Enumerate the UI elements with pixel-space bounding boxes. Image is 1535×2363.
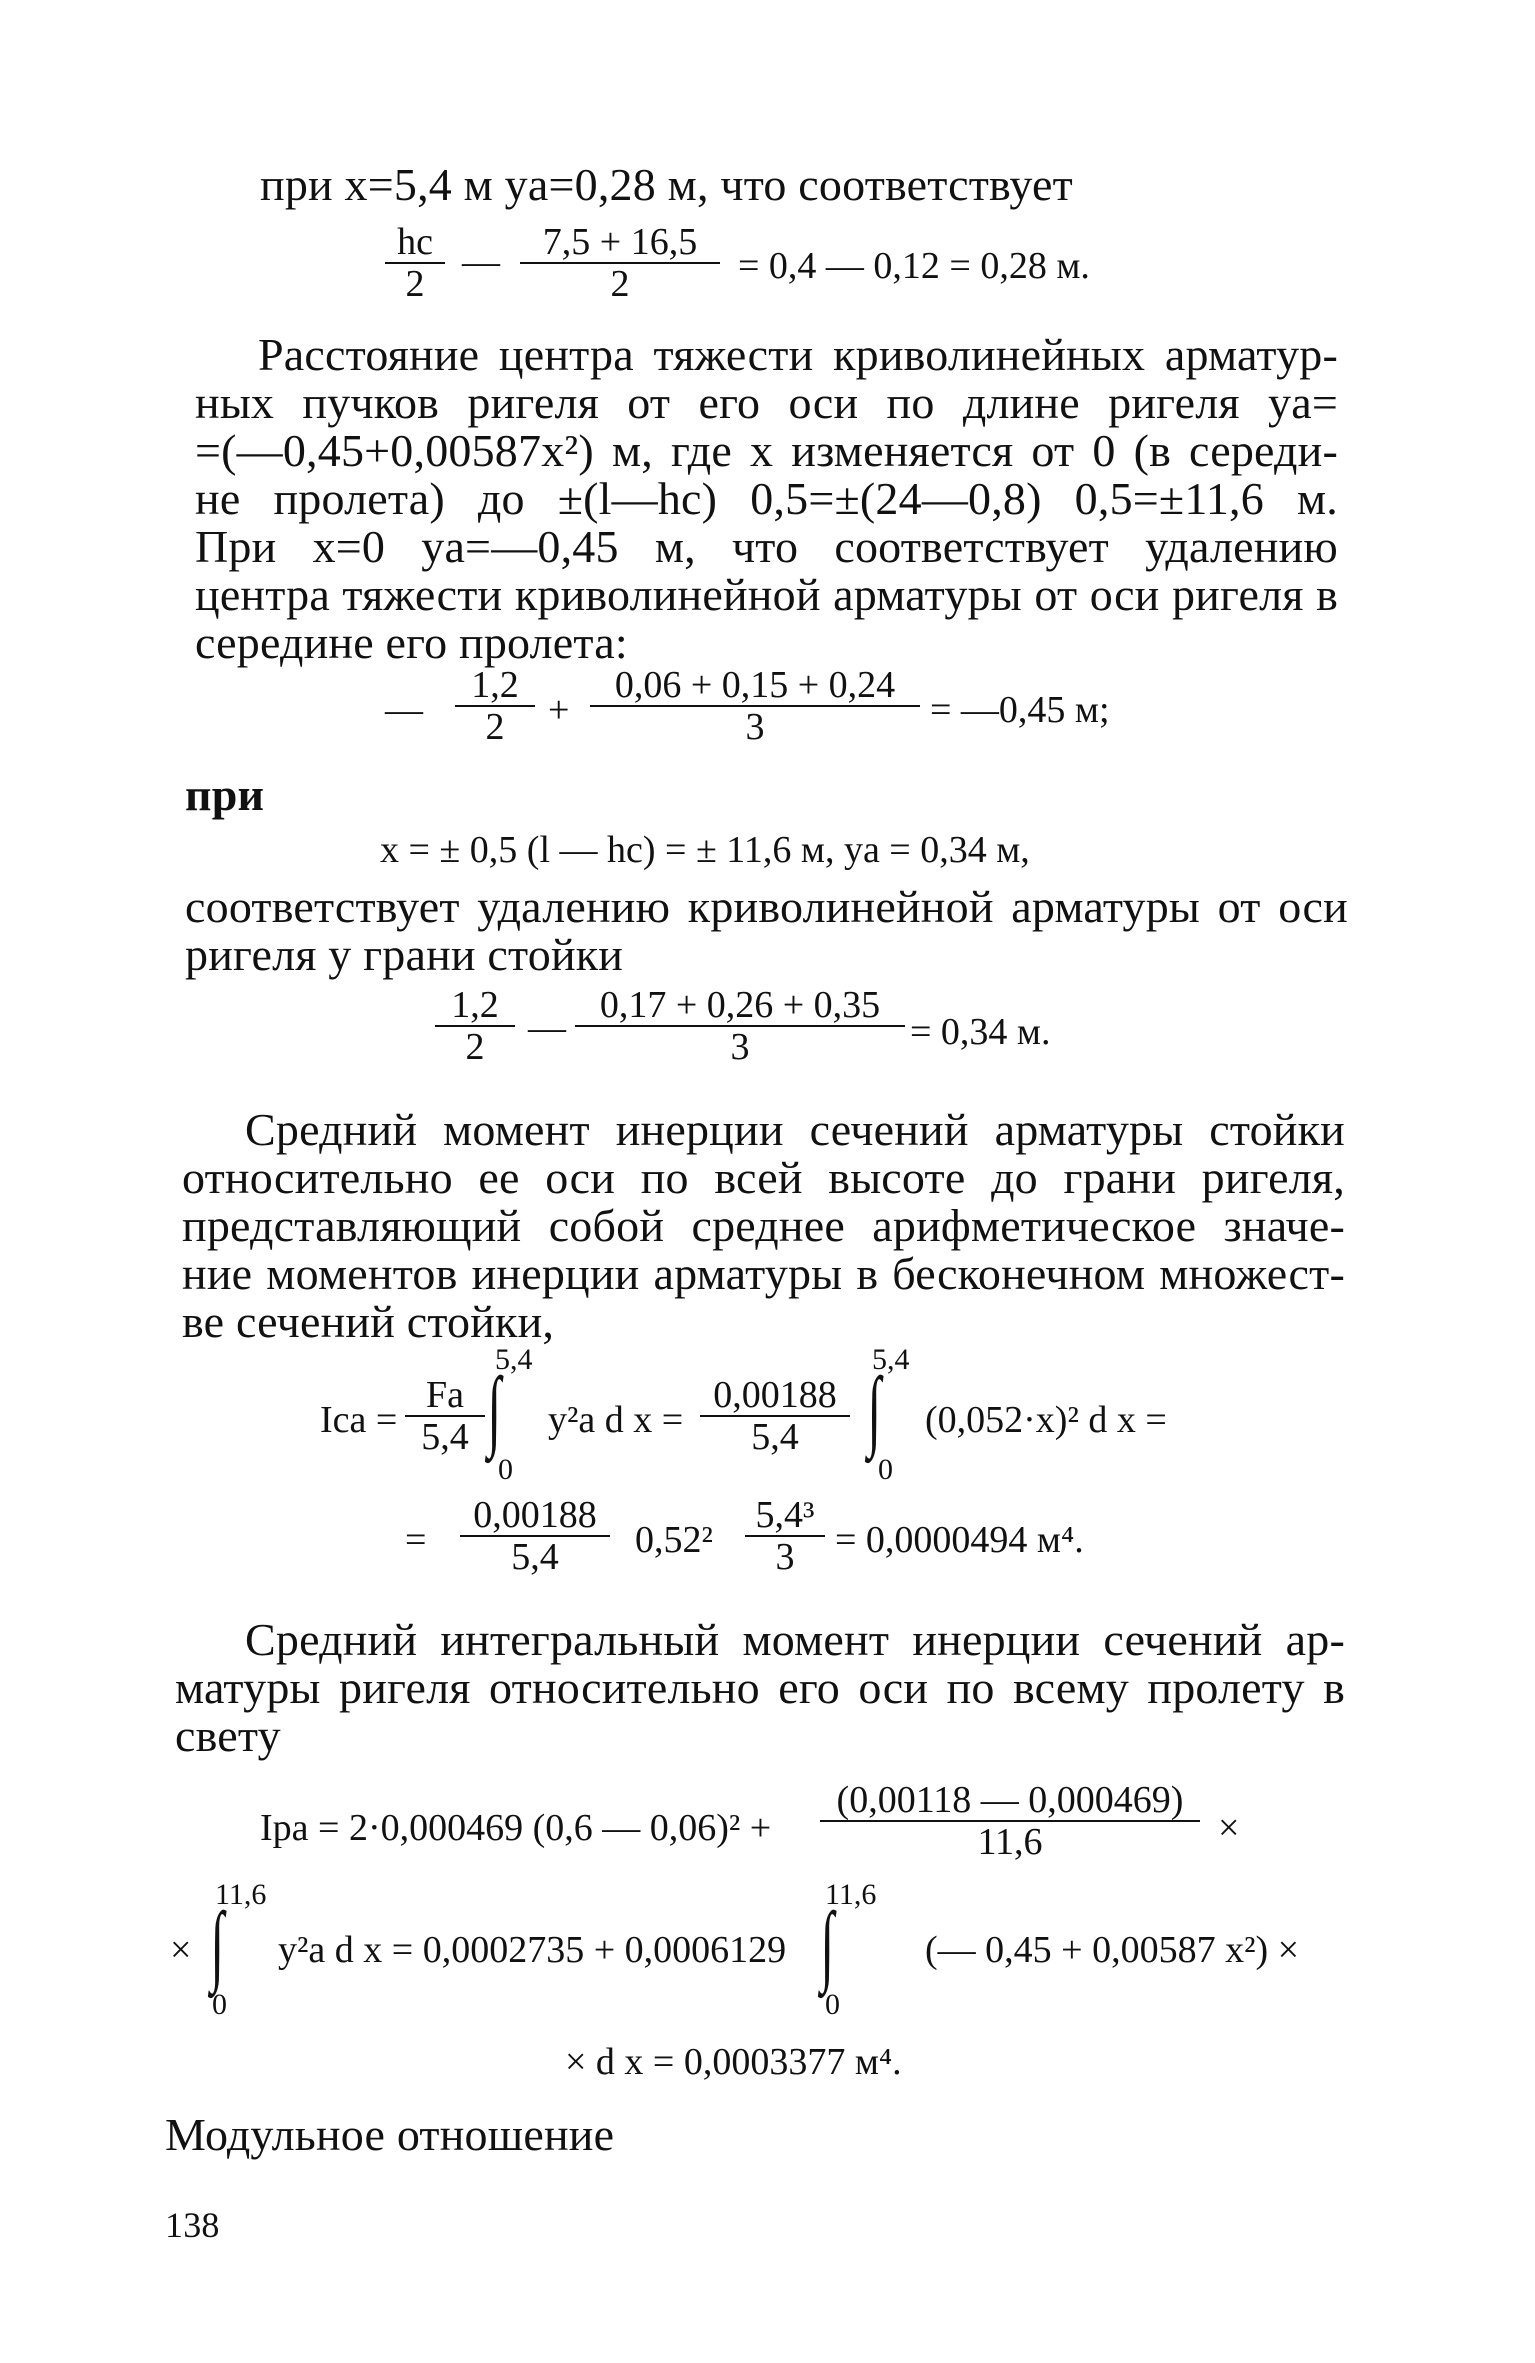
page-number: 138 <box>165 2205 220 2245</box>
fraction-hc-2: hс 2 <box>385 222 445 304</box>
equation-3: x = ± 0,5 (l — hс) = ± 11,6 м, yа = 0,34 м, <box>380 829 1030 871</box>
integral-sign: ∫ <box>867 1360 882 1459</box>
fraction-sum-2: $\frac{7,5 + 16,5}{2}$ <box>520 222 720 304</box>
integral-sign: ∫ <box>820 1895 835 1994</box>
integral-sign: ∫ <box>210 1895 225 1994</box>
integral-sign: ∫ <box>487 1360 502 1459</box>
intro-line: при x=5,4 м yа=0,28 м, что соответствует <box>260 159 1073 210</box>
equation-9: × d x = 0,0003377 м⁴. <box>565 2041 902 2083</box>
